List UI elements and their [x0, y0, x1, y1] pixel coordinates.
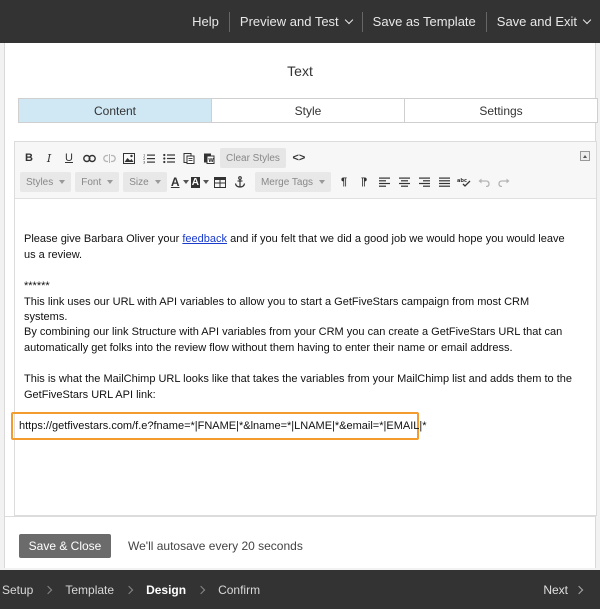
source-code-button[interactable]: <> [292, 152, 306, 164]
background-color-label: A [191, 176, 199, 188]
save-and-exit-menu[interactable] [487, 12, 600, 32]
caret-down-icon [107, 180, 113, 184]
redo-icon[interactable] [495, 172, 513, 192]
save-and-exit-label: Save and Exit [496, 13, 577, 29]
combining-paragraph: By combining our link Structure with API variables from your CRM you can create a GetFiveStars URL that can automatically get folks into the review flow without them having to enter their name or email address. [24, 326, 563, 354]
merge-tags-label: Merge Tags [260, 176, 314, 188]
italic-button[interactable]: I [46, 151, 52, 165]
bulleted-list-icon[interactable] [160, 148, 178, 168]
tab-settings[interactable]: Settings [405, 99, 597, 122]
text-block-panel [4, 43, 596, 568]
bold-button[interactable]: B [25, 152, 33, 164]
svg-text:3: 3 [143, 160, 146, 164]
mailchimp-paragraph: This is what the MailChimp URL looks like that takes the variables from your MailChimp list and adds them to the GetFiveStars URL API link: [24, 373, 572, 401]
align-left-icon[interactable] [375, 172, 393, 192]
top-nav [182, 0, 600, 43]
align-justify-icon[interactable] [435, 172, 453, 192]
toolbar-row-2 [20, 171, 515, 193]
api-intro-paragraph [24, 279, 574, 326]
chevron-down-icon [583, 15, 591, 23]
size-dropdown[interactable] [123, 172, 166, 192]
rich-text-editor[interactable] [14, 141, 597, 516]
caret-down-icon [59, 180, 65, 184]
rtl-paragraph-icon[interactable]: ¶ [360, 176, 368, 188]
tab-style[interactable]: Style [212, 99, 405, 122]
svg-text:W: W [208, 158, 214, 164]
font-dropdown[interactable] [75, 172, 119, 192]
styles-dropdown[interactable] [20, 172, 71, 192]
feedback-paragraph [24, 232, 574, 263]
text-color-label: A [170, 175, 180, 189]
svg-text:abc: abc [457, 178, 467, 184]
step-design[interactable]: Design [146, 582, 187, 597]
text-color-button[interactable] [171, 172, 189, 192]
caret-down-icon [155, 180, 161, 184]
api-intro-text: This link uses our URL with API variables to allow you to start a GetFiveStars campaign from most CRM systems. [24, 295, 530, 323]
editor-toolbar [15, 142, 596, 199]
save-as-template-link[interactable]: Save as Template [372, 13, 476, 29]
link-icon[interactable] [80, 148, 98, 168]
align-center-icon[interactable] [395, 172, 413, 192]
step-confirm[interactable]: Confirm [218, 582, 261, 597]
feedback-link[interactable]: feedback [182, 233, 228, 245]
save-bar [5, 516, 595, 568]
save-and-close-button[interactable]: Save & Close [19, 534, 111, 558]
chevron-right-icon [197, 585, 205, 593]
step-breadcrumb [2, 570, 260, 609]
undo-icon[interactable] [475, 172, 493, 192]
step-template[interactable]: Template [65, 582, 115, 597]
autosave-notice: We'll autosave every 20 seconds [128, 539, 303, 553]
toolbar-row-1 [20, 147, 310, 169]
preview-and-test-menu[interactable] [230, 12, 362, 32]
feedback-text-before: Please give Barbara Oliver your [24, 233, 183, 245]
caret-down-icon [203, 180, 209, 184]
styles-dropdown-label: Styles [26, 176, 54, 188]
collapse-toolbar-icon[interactable] [580, 151, 590, 161]
image-icon[interactable] [120, 148, 138, 168]
caret-down-icon [319, 180, 325, 184]
merge-tags-dropdown[interactable] [255, 172, 331, 192]
highlighted-url: https://getfivestars.com/f.e?fname=*|FNAME|*&lname=*|LNAME|*&email=*|EMAIL|* [11, 412, 419, 440]
svg-text:2: 2 [143, 156, 146, 161]
chevron-down-icon [344, 15, 352, 23]
size-dropdown-label: Size [129, 176, 149, 188]
help-link[interactable]: Help [192, 13, 219, 29]
panel-tabs [18, 98, 598, 123]
anchor-icon[interactable] [231, 172, 249, 192]
numbered-list-icon[interactable] [140, 148, 158, 168]
table-icon[interactable] [211, 172, 229, 192]
ltr-paragraph-icon[interactable]: ¶ [340, 176, 348, 188]
tab-content[interactable]: Content [19, 99, 212, 122]
align-right-icon[interactable] [415, 172, 433, 192]
caret-down-icon [183, 180, 189, 184]
chevron-right-icon [575, 585, 583, 593]
paste-word-icon[interactable] [200, 148, 218, 168]
separator-stars: ****** [24, 280, 50, 292]
clear-styles-button[interactable]: Clear Styles [220, 148, 286, 168]
font-dropdown-label: Font [81, 176, 102, 188]
chevron-right-icon [44, 585, 52, 593]
preview-and-test-label: Preview and Test [239, 13, 339, 29]
underline-button[interactable]: U [65, 152, 73, 164]
next-button[interactable] [543, 570, 582, 609]
background-color-button[interactable] [191, 172, 209, 192]
feedback-text-after: and if you felt that we did a good job we would hope you would leave us a review. [24, 233, 565, 261]
unlink-icon[interactable] [100, 148, 118, 168]
spellcheck-icon[interactable] [455, 172, 473, 192]
chevron-right-icon [125, 585, 133, 593]
top-bar [0, 0, 600, 43]
svg-text:1: 1 [143, 153, 146, 157]
bottom-step-bar [0, 570, 600, 609]
panel-title: Text [287, 63, 313, 79]
step-setup[interactable]: Setup [2, 582, 34, 597]
paste-text-icon[interactable] [180, 148, 198, 168]
next-label: Next [543, 582, 568, 597]
